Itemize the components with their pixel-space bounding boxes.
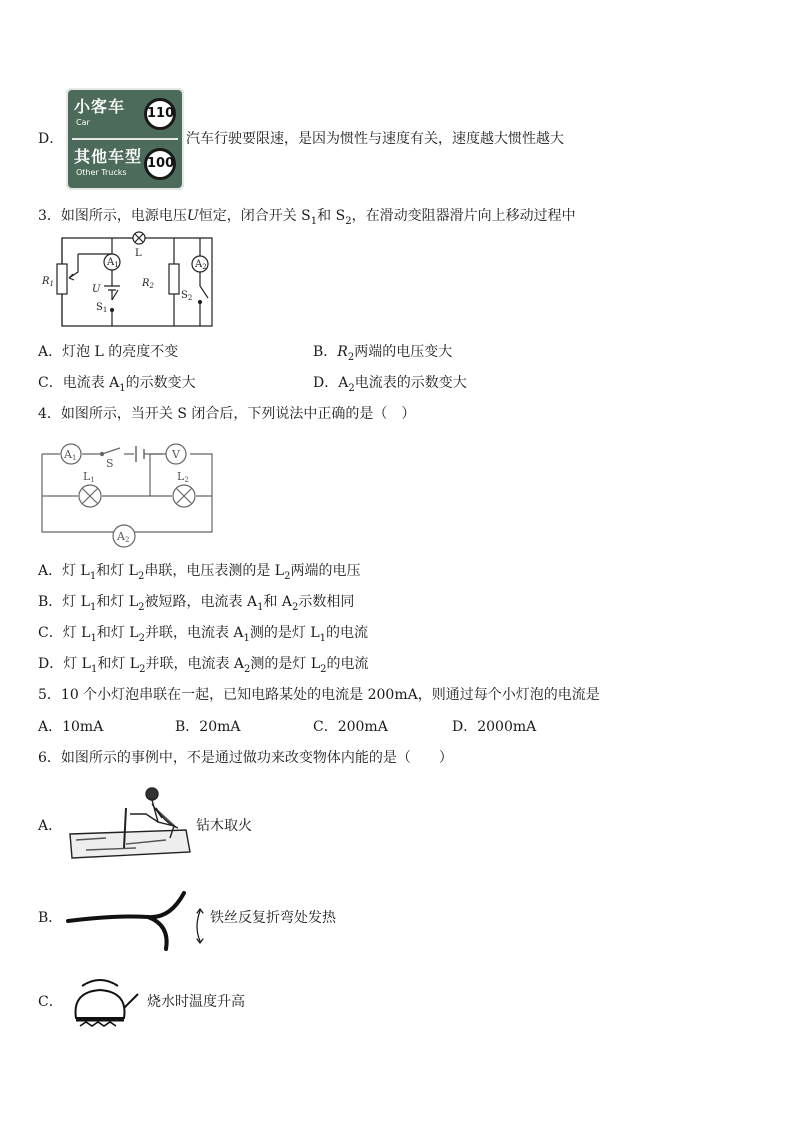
q6-option-b-text: 铁丝反复折弯处发热 (210, 910, 336, 926)
q4-label-l1: L1 (83, 470, 95, 484)
q5-option-d: D．2000mA (452, 719, 537, 735)
flame-icon (80, 1022, 116, 1026)
q6-option-c-label: C． (38, 994, 63, 1010)
q3-option-b: B．$R_2$两端的电压变大 (313, 344, 453, 363)
q2-option-d-label: D． (38, 131, 64, 147)
q3-circuit-diagram (38, 228, 228, 332)
q3-label-u: U (92, 284, 101, 295)
kettle-handle (82, 980, 118, 986)
wire-lower (148, 917, 167, 949)
q6-option-a-label: A． (38, 818, 63, 834)
wire-upper (68, 893, 184, 921)
q4-label-a1: A1 (64, 448, 77, 462)
q3-switch-s1-icon (112, 290, 118, 326)
q3-option-a: A．灯泡 L 的亮度不变 (38, 344, 179, 360)
q2-option-d-text: 汽车行驶要限速，是因为惯性与速度有关，速度越大惯性越大 (186, 131, 564, 147)
q6-stem: 6．如图所示的事例中，不是通过做功来改变物体内能的是（ ） (38, 750, 453, 766)
q4-option-c: C．灯 $L_1$和灯 $L_2$并联，电流表 $A_1$测的是灯 $L_1$的电流 (38, 625, 369, 644)
sign-car-label: 小客车 (74, 97, 126, 116)
sign-trucks-en-label: Other Trucks (76, 168, 127, 177)
q4-option-a: A．灯 $L_1$和灯 $L_2$串联，电压表测的是 $L_2$两端的电压 (38, 563, 361, 582)
q3-label-r2: $R_2$ (142, 278, 154, 290)
q3-label-r1: $R_1$ (42, 276, 54, 288)
q6-option-a-text: 钻木取火 (196, 818, 252, 834)
q3-rheostat-r1-icon (57, 264, 67, 294)
q4-circuit-diagram (38, 438, 218, 554)
q4-option-b: B．灯 $L_1$和灯 $L_2$被短路，电流表 $A_1$和 $A_2$示数相同 (38, 594, 355, 613)
q4-stem: 4．如图所示，当开关 S 闭合后，下列说法中正确的是（ ） (38, 406, 416, 422)
sign-car-en-label: Car (76, 118, 90, 127)
sign-row-car (72, 92, 178, 136)
q5-option-b: B．20mA (175, 719, 241, 735)
speed-limit-sign (66, 88, 184, 190)
speed-limit-110-icon: 110 (144, 98, 176, 130)
q3-stem: 3．如图所示，电源电压U恒定，闭合开关 $S_1$和 $S_2$，在滑动变阻器滑片向上移动过程中 (38, 208, 576, 227)
q4-label-a2: A2 (117, 530, 130, 544)
q3-switch-s2-icon (200, 272, 208, 326)
q3-label-l: L (135, 248, 142, 259)
q4-label-s: S (106, 457, 114, 470)
q3-option-d: D．$A_2$电流表的示数变大 (313, 375, 467, 394)
sign-trucks-label: 其他车型 (74, 147, 143, 166)
drilling-wood-fire-icon (66, 778, 196, 864)
q6-option-c-text: 烧水时温度升高 (147, 994, 245, 1010)
speed-limit-100-icon: 100 (144, 148, 176, 180)
kettle-icon (66, 972, 144, 1032)
q3-label-s1: $S_1$ (96, 302, 108, 314)
q3-label-a1: $A_1$ (107, 257, 119, 269)
q6-option-b-label: B． (38, 910, 63, 926)
q4-option-d: D．灯 $L_1$和灯 $L_2$并联，电流表 $A_2$测的是灯 $L_2$的电流 (38, 656, 369, 675)
q3-slider-icon (69, 254, 78, 278)
q3-resistor-r2-icon (169, 264, 179, 294)
bent-wire-icon (66, 885, 206, 957)
q5-option-c: C．200mA (313, 719, 388, 735)
q4-label-v: V (172, 448, 180, 461)
q3-label-s2: $S_2$ (181, 290, 193, 302)
kettle-body (76, 990, 125, 1018)
q3-battery-icon (104, 270, 120, 300)
kettle-spout (124, 994, 138, 1008)
sign-row-trucks (72, 142, 178, 186)
bend-arrow-icon (197, 911, 200, 941)
q3-option-c: C．电流表 $A_1$的示数变大 (38, 375, 196, 394)
sign-divider (72, 138, 178, 140)
q5-stem: 5．10 个小灯泡串联在一起，已知电路某处的电流是 200mA，则通过每个小灯泡的电流是 (38, 687, 600, 703)
q4-label-l2: L2 (177, 470, 189, 484)
q3-label-a2: $A_2$ (195, 259, 207, 271)
q5-option-a: A．10mA (38, 719, 104, 735)
q4-battery-icon (136, 446, 144, 462)
